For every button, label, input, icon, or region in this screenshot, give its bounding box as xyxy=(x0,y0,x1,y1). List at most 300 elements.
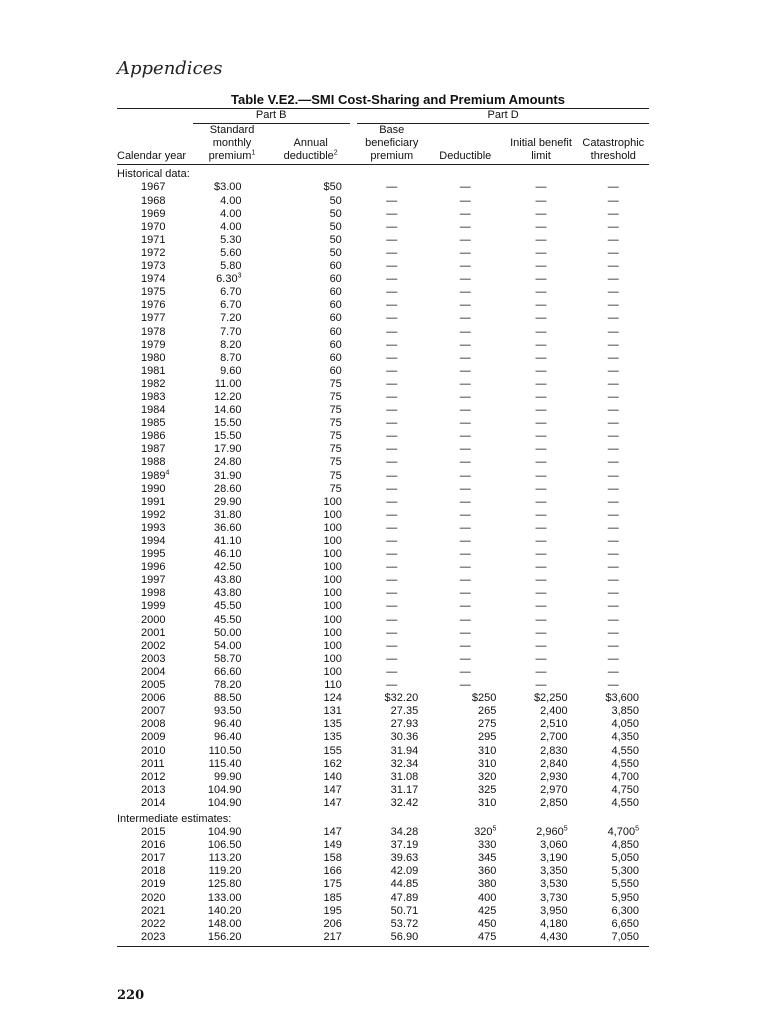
cell-calendar-year: 1979 xyxy=(141,338,166,351)
cell-part-d-deductible: — xyxy=(459,194,471,207)
cell-catastrophic-threshold: 5,050 xyxy=(611,852,639,865)
cell-catastrophic-threshold: 4,700 xyxy=(611,770,639,783)
cell-base-beneficiary-premium: 27.93 xyxy=(390,718,419,731)
table-row xyxy=(117,326,649,339)
cell-annual-deductible: 100 xyxy=(323,535,342,547)
cell-annual-deductible: 100 xyxy=(323,600,342,613)
cell-gap xyxy=(350,758,357,771)
cell-base-beneficiary-premium: — xyxy=(386,312,398,325)
cell-initial-benefit-limit: — xyxy=(535,535,547,547)
cell-initial-benefit-limit: 3,950 xyxy=(540,904,568,917)
cell-standard-monthly-premium: 4.00 xyxy=(220,194,242,207)
cell-base-beneficiary-premium: — xyxy=(386,495,398,508)
table-row xyxy=(117,208,649,221)
cell-annual-deductible: 60 xyxy=(329,351,342,364)
table-row xyxy=(117,273,649,286)
cell-gap xyxy=(350,852,357,865)
cell-annual-deductible: 100 xyxy=(323,587,342,600)
cell-base-beneficiary-premium: 37.19 xyxy=(390,839,419,852)
table-row xyxy=(117,574,649,587)
table-row xyxy=(117,456,649,469)
cell-catastrophic-threshold: — xyxy=(607,587,619,600)
cell-standard-monthly-premium: 119.20 xyxy=(208,865,242,878)
cell-standard-monthly-premium: 5.80 xyxy=(220,260,242,273)
column-header-base-beneficiary-premium: Base beneficiary premium xyxy=(357,124,426,165)
table-body xyxy=(117,165,649,947)
cell-standard-monthly-premium: 5.30 xyxy=(220,233,242,246)
cell-part-d-deductible: 450 xyxy=(478,917,497,930)
cell-catastrophic-threshold: — xyxy=(607,377,619,390)
cell-annual-deductible: 60 xyxy=(329,286,342,299)
cell-catastrophic-threshold: — xyxy=(607,456,619,469)
cell-catastrophic-threshold: 4,050 xyxy=(611,718,639,731)
cell-catastrophic-threshold: — xyxy=(607,273,619,286)
cell-gap xyxy=(350,905,357,918)
table-row xyxy=(117,600,649,613)
cell-base-beneficiary-premium: 30.36 xyxy=(390,731,419,744)
cell-catastrophic-threshold: 4,750 xyxy=(611,783,639,796)
cell-calendar-year: 1996 xyxy=(141,561,166,574)
cell-standard-monthly-premium: 7.20 xyxy=(220,312,242,325)
cell-annual-deductible: 158 xyxy=(323,852,342,865)
cell-base-beneficiary-premium: — xyxy=(386,574,398,587)
column-header-catastrophic-threshold: Catastrophic threshold xyxy=(578,124,649,165)
cell-base-beneficiary-premium: 31.08 xyxy=(390,770,419,783)
cell-part-d-deductible: 325 xyxy=(478,783,497,796)
cell-calendar-year: 1992 xyxy=(141,508,166,521)
table-row xyxy=(117,905,649,918)
cell-part-d-deductible: — xyxy=(459,260,471,273)
cell-catastrophic-threshold: — xyxy=(607,299,619,312)
cell-standard-monthly-premium: 17.90 xyxy=(213,443,242,456)
cell-calendar-year: 1974 xyxy=(141,273,166,286)
cell-base-beneficiary-premium: — xyxy=(386,613,398,626)
cell-annual-deductible: 217 xyxy=(323,930,342,943)
cell-catastrophic-threshold: 5,550 xyxy=(611,878,639,891)
cell-catastrophic-threshold: 3,850 xyxy=(611,705,639,718)
cell-annual-deductible: 60 xyxy=(329,312,342,325)
table-row xyxy=(117,653,649,666)
cell-calendar-year: 1998 xyxy=(141,587,166,600)
cell-annual-deductible: 135 xyxy=(323,718,342,731)
section-label: Intermediate estimates: xyxy=(117,812,232,825)
cell-part-d-deductible: 320 xyxy=(478,770,497,783)
cell-gap xyxy=(350,509,357,522)
section-label: Historical data: xyxy=(117,168,190,181)
table-row xyxy=(117,918,649,931)
table-row xyxy=(117,247,649,260)
cell-catastrophic-threshold: — xyxy=(607,561,619,574)
cell-gap xyxy=(350,587,357,600)
cell-part-d-deductible: — xyxy=(459,364,471,377)
cell-gap xyxy=(350,826,357,839)
cell-initial-benefit-limit: 2,400 xyxy=(540,705,568,718)
cell-initial-benefit-limit: — xyxy=(535,194,547,207)
cell-base-beneficiary-premium: 31.17 xyxy=(390,783,419,796)
cell-part-d-deductible: — xyxy=(459,495,471,508)
cell-standard-monthly-premium: 93.50 xyxy=(213,705,242,718)
cell-catastrophic-threshold: — xyxy=(607,390,619,403)
cell-part-d-deductible: — xyxy=(459,312,471,325)
table-row xyxy=(117,509,649,522)
cell-annual-deductible: 131 xyxy=(323,705,342,718)
column-header-part-d-deductible: Deductible xyxy=(426,124,504,165)
cell-calendar-year: 1976 xyxy=(141,299,166,312)
cell-calendar-year: 1980 xyxy=(141,351,166,364)
table-row xyxy=(117,417,649,430)
cell-standard-monthly-premium: 28.60 xyxy=(213,482,242,495)
cell-annual-deductible: 50 xyxy=(329,233,342,246)
cell-standard-monthly-premium: 6.70 xyxy=(220,299,242,312)
cell-part-d-deductible: — xyxy=(459,482,471,495)
cell-calendar-year: 2013 xyxy=(141,783,166,796)
table-row xyxy=(117,535,649,548)
cell-base-beneficiary-premium: 53.72 xyxy=(390,917,419,930)
table-row xyxy=(117,470,649,483)
table-row xyxy=(117,339,649,352)
cell-part-d-deductible: — xyxy=(459,665,471,678)
cell-annual-deductible: 100 xyxy=(323,652,342,665)
cell-catastrophic-threshold: — xyxy=(607,233,619,246)
table-row xyxy=(117,181,649,194)
cell-annual-deductible: 60 xyxy=(329,273,342,286)
cell-catastrophic-threshold: — xyxy=(607,417,619,430)
cell-initial-benefit-limit: — xyxy=(535,469,547,482)
cell-base-beneficiary-premium: — xyxy=(386,207,398,220)
cell-annual-deductible: 75 xyxy=(329,443,342,456)
cell-annual-deductible: 185 xyxy=(323,891,342,904)
cell-base-beneficiary-premium: — xyxy=(386,535,398,547)
cell-base-beneficiary-premium: 34.28 xyxy=(390,826,419,839)
cell-annual-deductible: 50 xyxy=(329,207,342,220)
cell-calendar-year: 1972 xyxy=(141,246,166,259)
cell-part-d-deductible: 265 xyxy=(478,705,497,718)
table-row xyxy=(117,443,649,456)
cell-calendar-year: 1984 xyxy=(141,404,166,417)
cell-calendar-year: 2007 xyxy=(141,705,166,718)
cell-initial-benefit-limit: — xyxy=(535,417,547,430)
cell-initial-benefit-limit: — xyxy=(535,495,547,508)
cell-annual-deductible: 75 xyxy=(329,456,342,469)
cell-base-beneficiary-premium: — xyxy=(386,377,398,390)
footnote-marker: 3 xyxy=(237,272,242,280)
cell-catastrophic-threshold: — xyxy=(607,325,619,338)
cell-standard-monthly-premium: 104.90 xyxy=(207,796,242,809)
cell-initial-benefit-limit: 2,960$^5$ xyxy=(536,825,568,839)
cell-standard-monthly-premium: 4.00 xyxy=(220,220,242,233)
cell-catastrophic-threshold: — xyxy=(607,260,619,273)
cell-initial-benefit-limit: — xyxy=(535,364,547,377)
table-row xyxy=(117,312,649,325)
cell-calendar-year: 1986 xyxy=(141,430,166,443)
cell-calendar-year: 1997 xyxy=(141,574,166,587)
cell-catastrophic-threshold: — xyxy=(607,613,619,626)
cell-part-d-deductible: — xyxy=(459,600,471,613)
cell-gap xyxy=(350,456,357,469)
table-row xyxy=(117,839,649,852)
cell-catastrophic-threshold: 4,550 xyxy=(611,744,639,757)
column-group-row xyxy=(117,109,649,124)
cell-gap xyxy=(350,483,357,496)
cell-gap xyxy=(350,771,357,784)
cell-initial-benefit-limit: — xyxy=(535,351,547,364)
cell-standard-monthly-premium: 125.80 xyxy=(207,878,242,891)
cell-catastrophic-threshold: 4,700$^5$ xyxy=(607,825,639,839)
cell-standard-monthly-premium: 104.90 xyxy=(207,826,242,839)
table-row xyxy=(117,391,649,404)
cell-base-beneficiary-premium: — xyxy=(386,390,398,403)
cell-standard-monthly-premium: 4.00 xyxy=(220,207,242,220)
cell-gap xyxy=(350,391,357,404)
cell-catastrophic-threshold: — xyxy=(607,469,619,482)
cell-base-beneficiary-premium: — xyxy=(386,233,398,246)
cell-annual-deductible: 110 xyxy=(324,679,342,692)
cell-gap xyxy=(350,627,357,640)
cell-calendar-year: 2000 xyxy=(141,613,166,626)
cell-standard-monthly-premium: 156.20 xyxy=(207,930,242,943)
cell-base-beneficiary-premium: — xyxy=(386,351,398,364)
cell-standard-monthly-premium: 133.00 xyxy=(207,891,242,904)
table-row xyxy=(117,404,649,417)
cell-part-d-deductible: — xyxy=(459,181,471,194)
cell-part-d-deductible: — xyxy=(459,299,471,312)
cell-part-d-deductible: 310 xyxy=(478,744,497,757)
cell-initial-benefit-limit: — xyxy=(535,325,547,338)
cell-gap xyxy=(350,705,357,718)
cell-catastrophic-threshold: 7,050 xyxy=(611,930,639,943)
cell-initial-benefit-limit: — xyxy=(535,312,547,325)
cell-part-d-deductible: — xyxy=(459,456,471,469)
cell-annual-deductible: 155 xyxy=(323,744,342,757)
cell-part-d-deductible: — xyxy=(459,574,471,587)
table-row xyxy=(117,352,649,365)
table-row xyxy=(117,865,649,878)
table-row xyxy=(117,614,649,627)
cell-part-d-deductible: — xyxy=(459,273,471,286)
cell-part-d-deductible: — xyxy=(459,443,471,456)
cell-base-beneficiary-premium: 42.09 xyxy=(390,865,419,878)
cell-standard-monthly-premium: 88.50 xyxy=(213,692,242,705)
cell-part-d-deductible: 400 xyxy=(478,891,497,904)
table-row xyxy=(117,931,649,944)
cell-calendar-year: 2004 xyxy=(141,665,166,678)
cell-part-d-deductible: — xyxy=(459,246,471,259)
cell-gap xyxy=(350,666,357,679)
cell-initial-benefit-limit: 4,180 xyxy=(540,917,568,930)
cell-initial-benefit-limit: 3,530 xyxy=(540,878,568,891)
cell-annual-deductible: 206 xyxy=(323,917,342,930)
table-row xyxy=(117,522,649,535)
cell-catastrophic-threshold: — xyxy=(607,679,619,692)
cell-base-beneficiary-premium: — xyxy=(386,273,398,286)
cell-standard-monthly-premium: 96.40 xyxy=(213,731,242,744)
cell-base-beneficiary-premium: — xyxy=(386,561,398,574)
cell-calendar-year: 2011 xyxy=(141,757,165,770)
cell-gap xyxy=(350,865,357,878)
cell-gap xyxy=(350,745,357,758)
cell-annual-deductible: 75 xyxy=(329,390,342,403)
cell-catastrophic-threshold: — xyxy=(607,246,619,259)
cell-base-beneficiary-premium: 50.71 xyxy=(390,904,419,917)
cell-catastrophic-threshold: — xyxy=(607,443,619,456)
cell-initial-benefit-limit: $2,250 xyxy=(533,692,568,705)
cell-annual-deductible: 100 xyxy=(323,521,342,534)
cell-standard-monthly-premium: 41.10 xyxy=(213,535,242,547)
cell-catastrophic-threshold: — xyxy=(607,574,619,587)
table-row xyxy=(117,221,649,234)
cell-calendar-year: 2019 xyxy=(141,878,166,891)
cell-standard-monthly-premium: 24.80 xyxy=(213,456,242,469)
cell-gap xyxy=(350,339,357,352)
cell-calendar-year: 2020 xyxy=(141,891,166,904)
cell-annual-deductible: 75 xyxy=(329,377,342,390)
cell-annual-deductible: 60 xyxy=(329,325,342,338)
cell-gap xyxy=(350,784,357,797)
cell-base-beneficiary-premium: — xyxy=(386,665,398,678)
cell-part-d-deductible: — xyxy=(459,286,471,299)
cell-calendar-year: 1968 xyxy=(141,194,166,207)
group-header-part-b: Part B xyxy=(193,109,350,124)
cell-gap xyxy=(350,535,357,548)
cell-part-d-deductible: 310 xyxy=(478,796,497,809)
cell-part-d-deductible: — xyxy=(459,404,471,417)
cell-annual-deductible: 75 xyxy=(329,469,342,482)
column-header-calendar-year: Calendar year xyxy=(117,124,193,165)
cell-catastrophic-threshold: — xyxy=(607,404,619,417)
table-row xyxy=(117,666,649,679)
page-number: 220 xyxy=(117,988,145,1003)
cell-calendar-year: 2001 xyxy=(141,626,166,639)
cell-calendar-year: 1973 xyxy=(141,260,166,273)
cell-base-beneficiary-premium: — xyxy=(386,430,398,443)
cell-annual-deductible: 149 xyxy=(323,839,342,852)
cell-gap xyxy=(350,600,357,613)
cell-base-beneficiary-premium: — xyxy=(386,220,398,233)
cell-annual-deductible: 175 xyxy=(323,878,342,891)
cell-annual-deductible: 195 xyxy=(323,904,342,917)
cell-base-beneficiary-premium: — xyxy=(386,626,398,639)
cell-calendar-year: 1970 xyxy=(141,220,166,233)
table-row xyxy=(117,758,649,771)
cell-initial-benefit-limit: 3,350 xyxy=(540,865,568,878)
cell-part-d-deductible: — xyxy=(459,652,471,665)
cell-gap xyxy=(350,892,357,905)
cell-base-beneficiary-premium: — xyxy=(386,482,398,495)
cell-part-d-deductible: — xyxy=(459,535,471,547)
footnote-marker: 5 xyxy=(492,825,497,833)
cell-part-d-deductible: — xyxy=(459,377,471,390)
cell-gap xyxy=(350,496,357,509)
cell-annual-deductible: 147 xyxy=(323,796,342,809)
cell-initial-benefit-limit: 2,930 xyxy=(540,770,568,783)
cell-catastrophic-threshold: — xyxy=(607,639,619,652)
cell-initial-benefit-limit: 2,830 xyxy=(540,744,568,757)
cell-gap xyxy=(350,561,357,574)
table-row xyxy=(117,826,649,839)
table-row xyxy=(117,365,649,378)
group-header-part-d: Part D xyxy=(357,109,649,124)
cell-base-beneficiary-premium: $32.20 xyxy=(384,692,419,705)
cell-standard-monthly-premium: 6.70 xyxy=(220,286,242,299)
cell-catastrophic-threshold: — xyxy=(607,312,619,325)
cell-gap xyxy=(350,404,357,417)
cell-initial-benefit-limit: 3,730 xyxy=(540,891,568,904)
cell-catastrophic-threshold: 5,950 xyxy=(611,891,639,904)
cell-standard-monthly-premium: 148.00 xyxy=(207,917,242,930)
cell-part-d-deductible: — xyxy=(459,207,471,220)
cell-standard-monthly-premium: 43.80 xyxy=(213,587,242,600)
cell-initial-benefit-limit: — xyxy=(535,665,547,678)
cell-catastrophic-threshold: — xyxy=(607,351,619,364)
cell-standard-monthly-premium: 7.70 xyxy=(220,325,242,338)
cell-base-beneficiary-premium: — xyxy=(386,404,398,417)
cell-catastrophic-threshold: — xyxy=(607,207,619,220)
cell-calendar-year: 2015 xyxy=(141,826,166,839)
cell-standard-monthly-premium: 66.60 xyxy=(213,665,242,678)
cell-annual-deductible: 100 xyxy=(323,613,342,626)
cell-standard-monthly-premium: 99.90 xyxy=(213,770,242,783)
cell-initial-benefit-limit: — xyxy=(535,521,547,534)
cell-base-beneficiary-premium: — xyxy=(386,325,398,338)
cell-part-d-deductible: — xyxy=(459,325,471,338)
table-row xyxy=(117,878,649,891)
cell-gap xyxy=(350,679,357,692)
cell-standard-monthly-premium: 42.50 xyxy=(213,561,242,574)
cell-gap xyxy=(350,614,357,627)
column-header-annual-deductible: Annual deductible$^2$ xyxy=(271,124,349,165)
cell-part-d-deductible: 360 xyxy=(478,865,497,878)
cell-annual-deductible: 50 xyxy=(329,194,342,207)
cell-calendar-year: 1969 xyxy=(141,207,166,220)
cell-initial-benefit-limit: — xyxy=(535,207,547,220)
cell-base-beneficiary-premium: 56.90 xyxy=(390,930,419,943)
group-gap xyxy=(350,109,357,124)
cell-base-beneficiary-premium: — xyxy=(386,443,398,456)
cell-initial-benefit-limit: 2,700 xyxy=(540,731,568,744)
cell-catastrophic-threshold: — xyxy=(607,364,619,377)
cell-gap xyxy=(350,574,357,587)
table-row xyxy=(117,496,649,509)
cell-base-beneficiary-premium: 27.35 xyxy=(390,705,419,718)
cell-gap xyxy=(350,326,357,339)
cell-part-d-deductible: — xyxy=(459,626,471,639)
cell-calendar-year: 2022 xyxy=(141,917,166,930)
cell-standard-monthly-premium: 8.70 xyxy=(220,351,242,364)
cell-standard-monthly-premium: 115.40 xyxy=(208,757,242,770)
cost-sharing-table-container xyxy=(117,92,649,947)
cell-annual-deductible: 60 xyxy=(329,299,342,312)
cell-catastrophic-threshold: 5,300 xyxy=(611,865,639,878)
cell-standard-monthly-premium: 31.90 xyxy=(213,469,242,482)
table-row xyxy=(117,234,649,247)
cell-standard-monthly-premium: $3.00 xyxy=(213,181,242,194)
column-header-initial-benefit-limit: Initial benefit limit xyxy=(504,124,577,165)
cell-initial-benefit-limit: — xyxy=(535,443,547,456)
cell-standard-monthly-premium: 36.60 xyxy=(213,521,242,534)
cell-gap xyxy=(350,718,357,731)
cell-calendar-year: 2005 xyxy=(141,679,166,692)
table-row xyxy=(117,705,649,718)
cell-base-beneficiary-premium: — xyxy=(386,469,398,482)
cell-initial-benefit-limit: — xyxy=(535,220,547,233)
cell-part-d-deductible: — xyxy=(459,508,471,521)
cell-annual-deductible: 100 xyxy=(323,639,342,652)
cell-gap xyxy=(350,731,357,744)
table-row xyxy=(117,430,649,443)
cell-calendar-year: 2012 xyxy=(141,770,166,783)
cell-standard-monthly-premium: 110.50 xyxy=(208,744,242,757)
cell-gap xyxy=(350,365,357,378)
